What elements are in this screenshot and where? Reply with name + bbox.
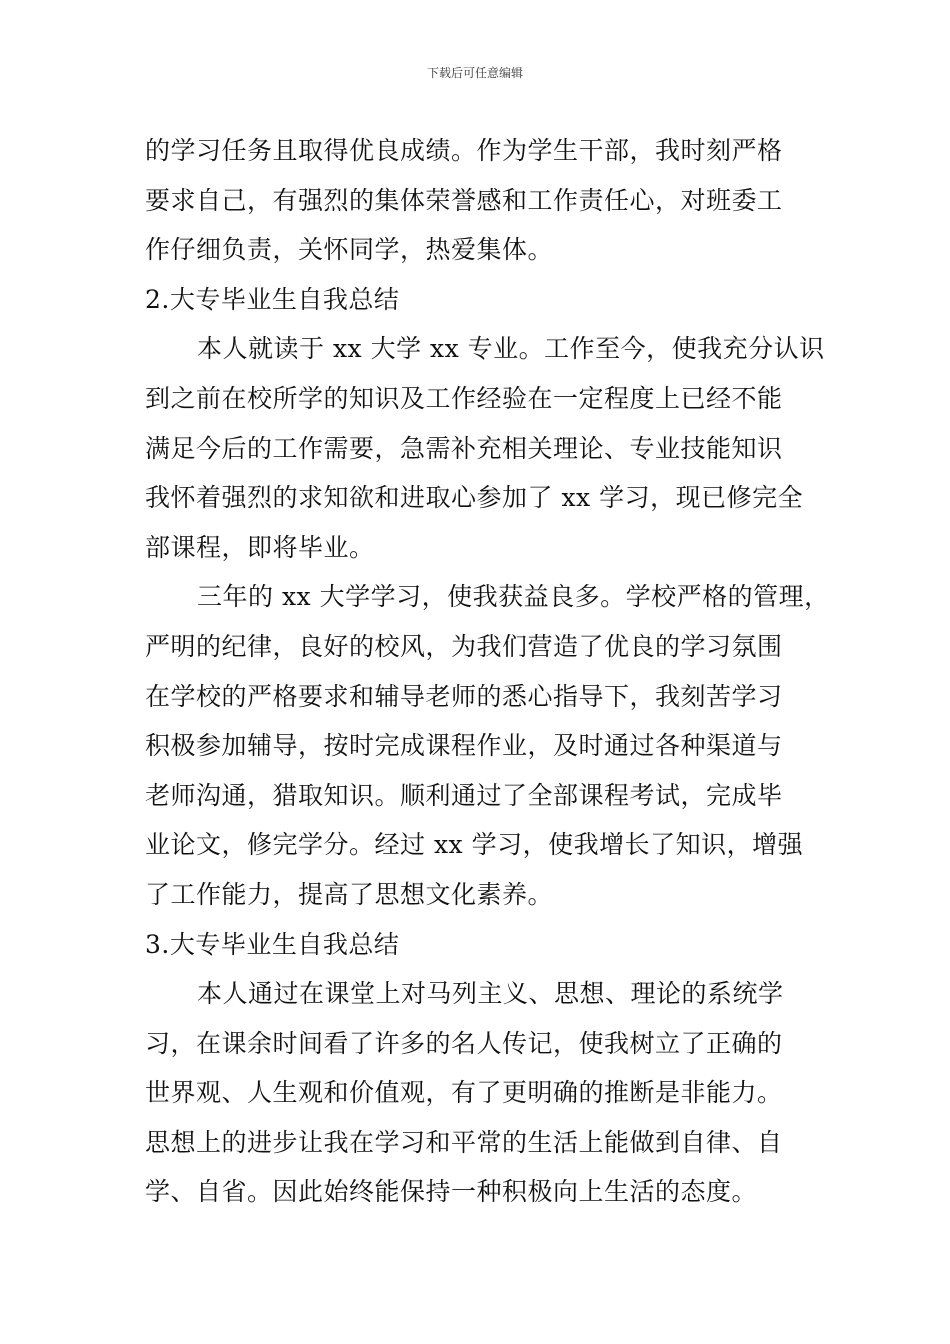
paragraph-first-line: 三年的 xx 大学学习，使我获益良多。学校严格的管理，: [197, 582, 830, 612]
body-line: 满足今后的工作需要，急需补充相关理论、专业技能知识: [145, 433, 783, 463]
paragraph-first-line: 本人通过在课堂上对马列主义、思想、理论的系统学: [197, 979, 784, 1009]
body-line: 习，在课余时间看了许多的名人传记，使我树立了正确的: [145, 1028, 783, 1058]
body-line: 我怀着强烈的求知欲和进取心参加了 xx 学习，现已修完全: [145, 483, 804, 513]
body-line: 在学校的严格要求和辅导老师的悉心指导下，我刻苦学习: [145, 681, 783, 711]
page-header: 下载后可任意编辑: [426, 66, 523, 80]
body-line: 业论文，修完学分。经过 xx 学习，使我增长了知识，增强: [145, 830, 804, 860]
section-heading: 3.大专毕业生自我总结: [145, 929, 400, 959]
body-line: 作仔细负责，关怀同学，热爱集体。: [145, 235, 554, 265]
body-line: 思想上的进步让我在学习和平常的生活上能做到自律、自: [145, 1127, 783, 1157]
body-line: 世界观、人生观和价值观，有了更明确的推断是非能力。: [145, 1078, 783, 1108]
body-line: 到之前在校所学的知识及工作经验在一定程度上已经不能: [145, 383, 783, 413]
body-line: 严明的纪律，良好的校风，为我们营造了优良的学习氛围: [145, 631, 783, 661]
paragraph-first-line: 本人就读于 xx 大学 xx 专业。工作至今，使我充分认识: [197, 334, 825, 364]
body-line: 老师沟通，猎取知识。顺利通过了全部课程考试，完成毕: [145, 780, 783, 810]
body-line: 了工作能力，提高了思想文化素养。: [145, 879, 554, 909]
section-heading: 2.大专毕业生自我总结: [145, 284, 400, 314]
body-line: 的学习任务且取得优良成绩。作为学生干部，我时刻严格: [145, 136, 783, 165]
body-line: 要求自己，有强烈的集体荣誉感和工作责任心，对班委工: [145, 185, 783, 215]
body-line: 部课程，即将毕业。: [145, 532, 375, 562]
body-line: 学、自省。因此始终能保持一种积极向上生活的态度。: [145, 1177, 758, 1207]
document-body: [145, 126, 830, 1217]
body-line: 积极参加辅导，按时完成课程作业，及时通过各种渠道与: [145, 731, 783, 761]
